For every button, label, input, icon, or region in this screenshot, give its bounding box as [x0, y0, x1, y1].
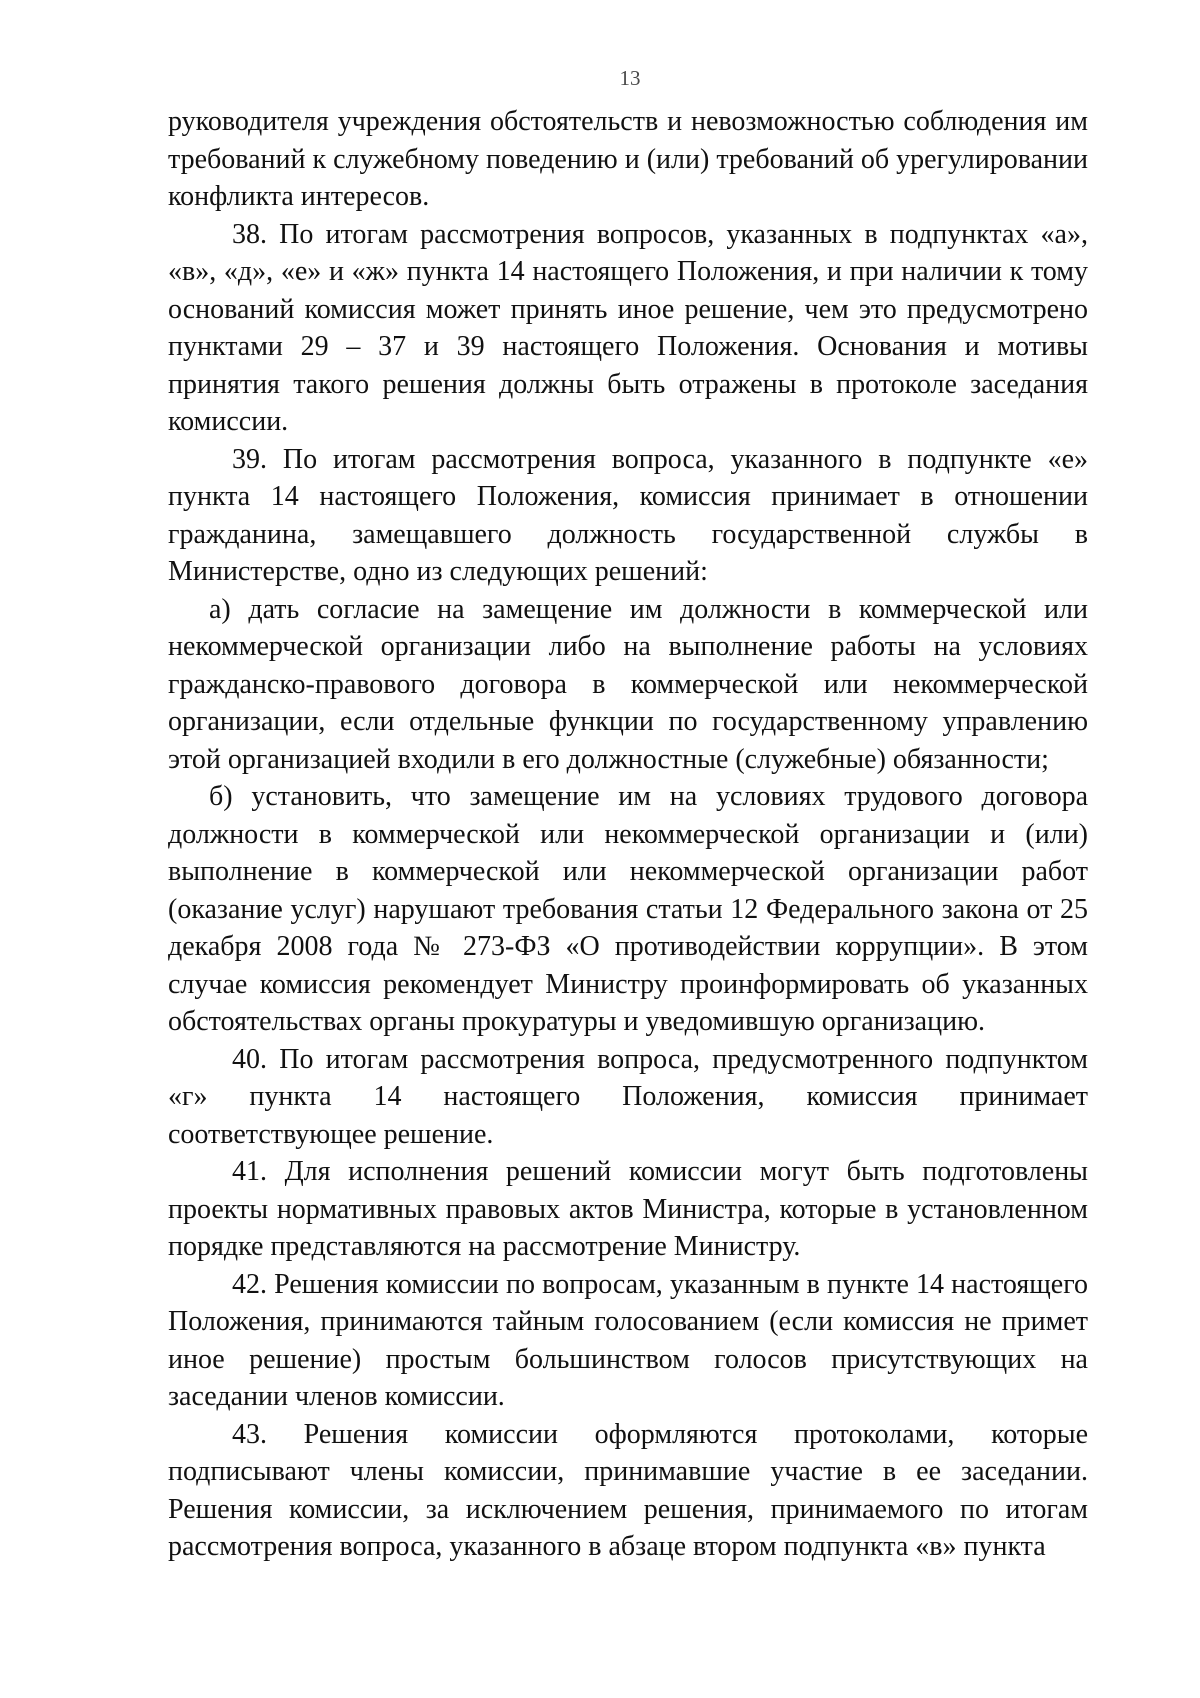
page-number: 13 [619, 66, 641, 90]
paragraph-38: 38. По итогам рассмотрения вопросов, указанных в подпунктах «а», «в», «д», «е» и «ж» пункта 14 настоящего Положения, и при наличии к тому оснований комиссия может принять иное решение, чем это предусмотрено пунктами 29 – 37 и 39 настоящего Положения. Основания и мотивы принятия такого решения должны быть отражены в протоколе заседания комиссии. [168, 218, 1088, 437]
paragraph-40: 40. По итогам рассмотрения вопроса, предусмотренного подпунктом «г» пункта 14 настоящего Положения, комиссия принимает соответствующее решение. [168, 1043, 1088, 1150]
paragraph-41: 41. Для исполнения решений комиссии могут быть подготовлены проекты нормативных правовых актов Министра, которые в установленном порядке представляются на рассмотрение Министру. [168, 1156, 1088, 1262]
subparagraph-b: б) установить, что замещение им на условиях трудового договора должности в коммерческой или некоммерческой организации и (или) выполнение в коммерческой или некоммерческой организации работ (оказание услуг) нарушают требования статьи 12 Федерального закона от 25 декабря 2008 года № 273-ФЗ «О противодействии коррупции». В этом случае комиссия рекомендует Министру проинформировать об указанных обстоятельствах органы прокуратуры и уведомившую организацию. [168, 781, 1088, 1037]
subparagraph-a: а) дать согласие на замещение им должности в коммерческой или некоммерческой организации либо на выполнение работы на условиях гражданско-правового договора в коммерческой или некоммерческой организации, если отдельные функции по государственному управлению этой организацией входили в его должностные (служебные) обязанности; [168, 593, 1088, 775]
paragraph-43: 43. Решения комиссии оформляются протоколами, которые подписывают члены комиссии, принимавшие участие в ее заседании. Решения комиссии, за исключением решения, принимаемого по итогам рассмотрения вопроса, указанного в абзаце втором подпункта «в» пункта [168, 1418, 1088, 1562]
paragraph-continuation: руководителя учреждения обстоятельств и невозможностью соблюдения им требований к служебному поведению и (или) требований об урегулировании конфликта интересов. [168, 106, 1088, 212]
paragraph-39: 39. По итогам рассмотрения вопроса, указанного в подпункте «е» пункта 14 настоящего Положения, комиссия принимает в отношении гражданина, замещавшего должность государственной службы в Министерстве, одно из следующих решений: [168, 443, 1088, 587]
document-body [168, 103, 1088, 1566]
paragraph-42: 42. Решения комиссии по вопросам, указанным в пункте 14 настоящего Положения, принимаются тайным голосованием (если комиссия не примет иное решение) простым большинством голосов присутствующих на заседании членов комиссии. [168, 1268, 1088, 1412]
